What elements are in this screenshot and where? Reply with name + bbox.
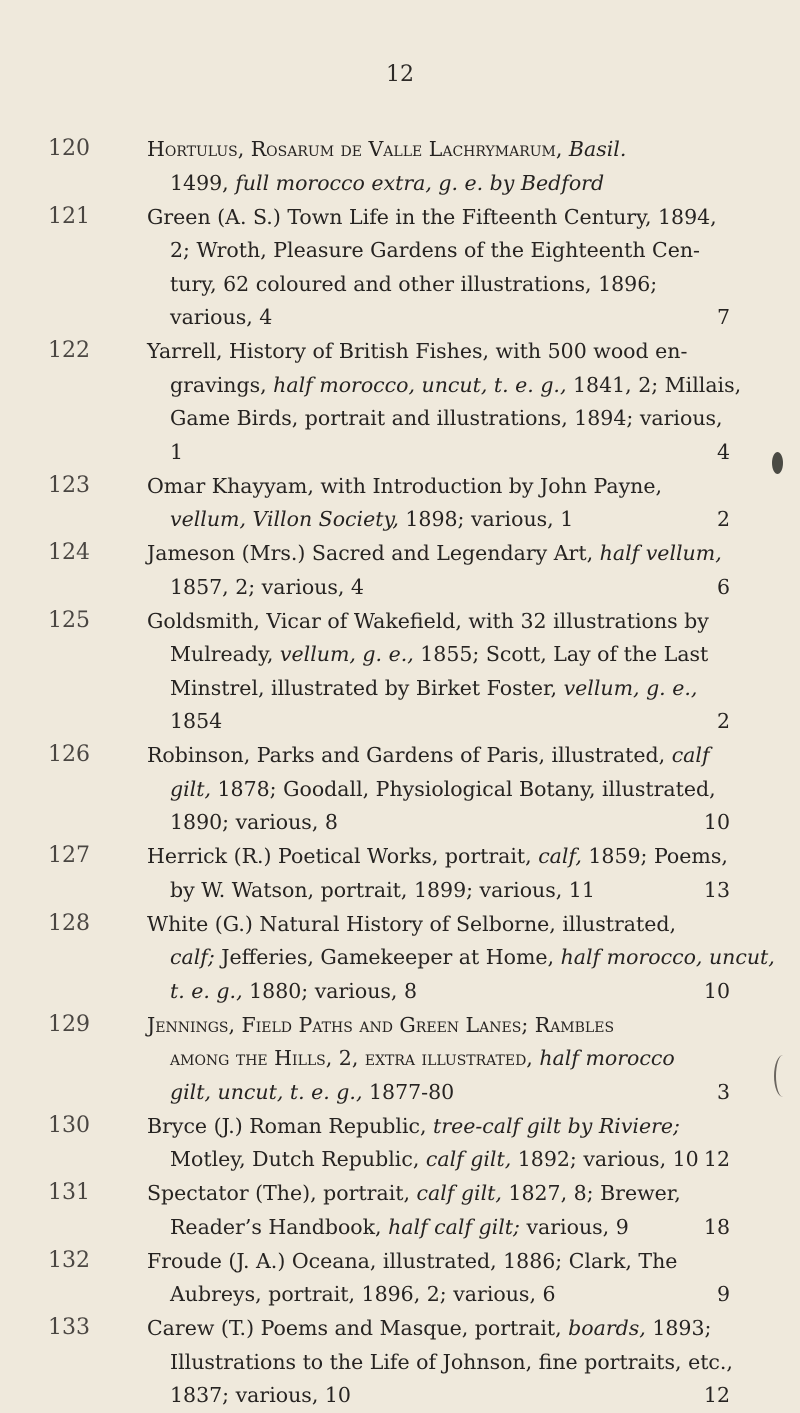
binding-note: gilt, [170, 776, 211, 801]
description-line [147, 335, 730, 369]
lot-count: 13 [703, 877, 730, 902]
binding-note: calf gilt, [425, 1147, 512, 1171]
lot-number: 123 [48, 472, 90, 498]
binding-note: Basil. [568, 137, 627, 161]
description-text: among the Hills, 2, extra illustrated, [170, 1046, 533, 1070]
binding-note: gilt, uncut, t. e. g., [170, 1079, 363, 1104]
description-text: various, 9 [519, 1214, 629, 1239]
description-line [147, 503, 730, 537]
description-text: 1877-80 [362, 1079, 455, 1104]
lot-count: 4 [716, 439, 730, 464]
description-text: Carew (T.) Poems and Masque, portrait, [147, 1316, 569, 1340]
lot-count: 2 [716, 507, 730, 531]
description-text: White (G.) Natural History of Selborne, illustrated, [147, 911, 676, 936]
description-line [147, 1177, 730, 1211]
binding-note: calf; [170, 945, 215, 969]
description-text: Bryce (J.) Roman Republic, [147, 1113, 434, 1138]
binding-note: vellum, g. e., [279, 642, 414, 666]
lot-description [147, 201, 730, 335]
description-line [147, 470, 730, 504]
description-line [147, 1042, 730, 1076]
description-line [147, 840, 730, 874]
description-line [147, 1076, 730, 1110]
binding-note: half morocco, uncut, [560, 945, 775, 969]
description-text: Mulready, [170, 642, 280, 666]
description-line [147, 1346, 733, 1380]
lot-number: 131 [48, 1180, 90, 1205]
description-text: Robinson, Parks and Gardens of Paris, illustrated, [147, 743, 672, 767]
ink-blot [772, 452, 783, 474]
description-text: gravings, [170, 372, 274, 397]
lot-description [147, 1177, 730, 1244]
description-text: Hortulus, Rosarum de Valle Lachrymarum, [147, 137, 563, 161]
lot-count: 18 [703, 1214, 730, 1239]
description-line [147, 234, 730, 268]
lot-description [147, 840, 730, 907]
description-text: 1859; Poems, [581, 844, 728, 868]
description-line [147, 1278, 730, 1312]
binding-note: half calf gilt; [388, 1214, 520, 1239]
description-text: Froude (J. A.) Oceana, illustrated, 1886; Clark, The [147, 1248, 678, 1273]
binding-note: boards, [568, 1316, 646, 1340]
description-text: Jefferies, Gamekeeper at Home, [214, 945, 561, 969]
description-line [147, 1379, 730, 1413]
lot-count: 12 [703, 1147, 730, 1171]
binding-note: half vellum, [599, 541, 722, 565]
description-text: 1841, 2; Millais, [566, 372, 742, 397]
description-line [147, 638, 730, 672]
description-line [147, 1110, 730, 1144]
description-text: Aubreys, portrait, 1896, 2; various, 6 [170, 1282, 556, 1306]
description-text: 1898; various, 1 [398, 507, 574, 531]
binding-note: half morocco [539, 1046, 675, 1070]
description-line [147, 1143, 730, 1177]
description-text: 1880; various, 8 [242, 978, 418, 1003]
lot-description [147, 537, 730, 604]
lot-count: 12 [703, 1383, 730, 1407]
description-text: Illustrations to the Life of Johnson, fine portraits, etc., [170, 1349, 733, 1374]
binding-note: t. e. g., [170, 978, 243, 1003]
lot-number: 132 [48, 1247, 90, 1273]
description-line [147, 908, 730, 942]
description-line [147, 201, 730, 235]
description-line [147, 133, 730, 167]
lot-description [147, 133, 730, 200]
binding-note: vellum, Villon Society, [170, 507, 399, 531]
description-text: 1855; Scott, Lay of the Last [413, 642, 709, 666]
description-text: by W. Watson, portrait, 1899; various, 11 [170, 877, 595, 902]
description-text: 1857, 2; various, 4 [170, 574, 364, 599]
description-text: Minstrel, illustrated by Birket Foster, [170, 675, 564, 700]
description-text: Herrick (R.) Poetical Works, portrait, [147, 844, 539, 868]
description-text: Yarrell, History of British Fishes, with 500 wood en- [147, 339, 688, 363]
description-text: 1890; various, 8 [170, 810, 338, 834]
description-text: 1837; various, 10 [170, 1383, 351, 1407]
description-text: 1854 [170, 709, 223, 733]
lot-description [147, 605, 730, 739]
description-line [147, 537, 730, 571]
description-line [147, 605, 730, 639]
lot-number: 127 [48, 843, 90, 868]
page-number: 12 [386, 62, 414, 87]
lot-number: 133 [48, 1315, 90, 1340]
description-text: Omar Khayyam, with Introduction by John Payne, [147, 473, 663, 498]
description-text: 1 [170, 439, 184, 464]
description-line [147, 1245, 730, 1279]
lot-number: 130 [48, 1112, 90, 1138]
binding-note: calf gilt, [416, 1181, 502, 1205]
description-text: 1878; Goodall, Physiological Botany, illustrated, [211, 776, 716, 801]
binding-note: half morocco, uncut, t. e. g., [273, 372, 567, 397]
description-line [147, 773, 730, 807]
description-text: Motley, Dutch Republic, [170, 1147, 426, 1171]
description-line [147, 1211, 730, 1245]
lot-number: 126 [48, 742, 90, 767]
lot-count: 2 [716, 709, 730, 733]
description-line [147, 571, 730, 605]
lot-description [147, 908, 775, 1009]
description-text: Goldsmith, Vicar of Wakefield, with 32 illustrations by [147, 608, 709, 633]
description-text: 1893; [645, 1316, 712, 1340]
lot-description [147, 1110, 730, 1177]
binding-note: calf, [538, 844, 582, 868]
description-text: Jameson (Mrs.) Sacred and Legendary Art, [147, 541, 600, 565]
lot-number: 125 [48, 607, 90, 633]
lot-number: 121 [48, 203, 90, 229]
binding-note: full morocco extra, g. e. by Bedford [235, 170, 605, 195]
description-line [147, 739, 730, 773]
description-line [147, 167, 730, 201]
description-text: Green (A. S.) Town Life in the Fifteenth Century, 1894, [147, 204, 717, 229]
description-line [147, 672, 730, 706]
description-text: tury, 62 coloured and other illustrations, 1896; [170, 271, 658, 296]
lot-description [147, 1312, 733, 1413]
description-text: 2; Wroth, Pleasure Gardens of the Eighteenth Cen- [170, 238, 700, 262]
lot-count: 6 [716, 574, 730, 599]
description-line [147, 705, 730, 739]
description-text: Game Birds, portrait and illustrations, 1894; various, [170, 406, 723, 430]
lot-number: 122 [48, 338, 90, 363]
description-text: 1827, 8; Brewer, [501, 1181, 681, 1205]
description-line [147, 975, 730, 1009]
description-line [147, 436, 730, 470]
description-line [147, 402, 730, 436]
lot-description [147, 1009, 730, 1110]
lot-count: 3 [716, 1079, 730, 1104]
lot-number: 124 [48, 540, 90, 565]
lot-description [147, 1245, 730, 1312]
lot-count: 10 [703, 978, 730, 1003]
lot-description [147, 739, 730, 840]
description-line [147, 268, 730, 302]
description-line [147, 1312, 730, 1346]
description-line [147, 874, 730, 908]
lot-description [147, 470, 730, 537]
lot-description [147, 335, 742, 469]
description-text: 1499, [170, 170, 236, 195]
lot-count: 9 [716, 1282, 730, 1306]
description-line [147, 806, 730, 840]
description-text: various, 4 [170, 305, 273, 329]
description-line [147, 369, 742, 403]
description-text: 1892; various, 10 [511, 1147, 699, 1171]
description-text: Jennings, Field Paths and Green Lanes; Rambles [147, 1012, 615, 1037]
description-line [147, 301, 730, 335]
binding-note: vellum, g. e., [563, 675, 698, 700]
binding-note: calf [671, 743, 710, 767]
binding-note: tree-calf gilt by Riviere; [433, 1113, 680, 1138]
lot-number: 128 [48, 910, 90, 936]
description-text: Reader’s Handbook, [170, 1214, 389, 1239]
description-text: Spectator (The), portrait, [147, 1181, 417, 1205]
lot-count: 10 [703, 810, 730, 834]
description-line [147, 941, 775, 975]
lot-count: 7 [716, 305, 730, 329]
description-line [147, 1009, 730, 1043]
page-edge-mark [774, 1055, 792, 1097]
lot-number: 129 [48, 1011, 90, 1037]
lot-number: 120 [48, 136, 90, 161]
